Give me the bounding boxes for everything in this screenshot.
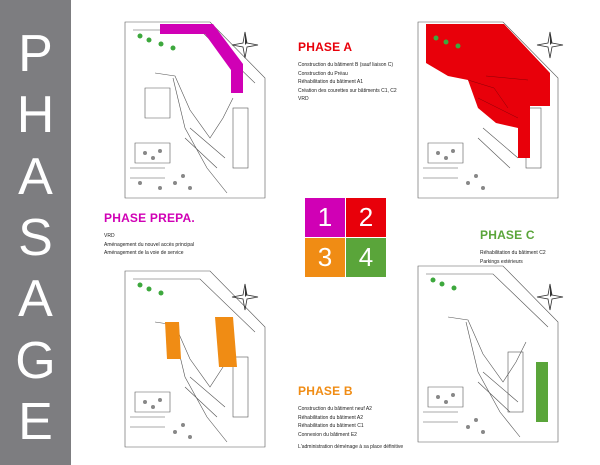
list-item: Connexion du bâtiment E2 xyxy=(298,431,357,438)
list-item: Aménagement du nouvel accès principal xyxy=(104,241,195,248)
phase-prepa-title: PHASE PREPA. xyxy=(104,211,195,225)
compass-icon xyxy=(535,282,565,312)
side-title-letter: P xyxy=(18,25,53,83)
list-item: Réhabilitation du bâtiment C2 xyxy=(480,250,546,256)
list-item: Réhabilitation du bâtiment A1 xyxy=(298,79,364,85)
list-item: Construction du Préau xyxy=(298,70,348,77)
compass-icon xyxy=(230,30,260,60)
list-item: Aménagement de la voie de service xyxy=(104,250,184,256)
list-item: Construction du bâtiment B (sauf liaison C) xyxy=(298,62,394,68)
side-title-letter: A xyxy=(18,147,53,206)
phase-legend-grid xyxy=(305,198,386,277)
phase-c-list xyxy=(480,249,590,266)
phase-c-block xyxy=(480,228,590,266)
list-item: Réhabilitation du bâtiment C1 xyxy=(298,423,364,429)
side-title-letter: E xyxy=(18,392,53,451)
side-title-letter: S xyxy=(18,208,53,267)
legend-cell-3: 3 xyxy=(305,238,345,277)
phase-prepa-block xyxy=(104,211,224,258)
list-item: Création des courettes sur bâtiments C1, C2 xyxy=(298,87,397,94)
list-item: VRD xyxy=(298,96,309,102)
phase-b-note: L'administration déménage à sa place définitive xyxy=(298,444,404,450)
phase-a-title: PHASE A xyxy=(298,40,353,54)
phase-b-list xyxy=(298,405,428,439)
legend-cell-1: 1 xyxy=(305,198,345,237)
list-item: Construction du bâtiment neuf A2 xyxy=(298,406,372,412)
list-item: Parkings extérieurs xyxy=(480,258,523,265)
side-title xyxy=(0,25,71,451)
compass-icon xyxy=(535,30,565,60)
side-title-letter: A xyxy=(18,270,53,329)
phase-b-title: PHASE B xyxy=(298,384,353,398)
list-item: VRD xyxy=(104,233,115,239)
phase-b-block xyxy=(298,384,428,450)
compass-icon xyxy=(230,282,260,312)
phase-prepa-list xyxy=(104,232,224,258)
phase-a-block xyxy=(298,40,408,104)
side-title-letter: H xyxy=(16,86,55,145)
phase-c-title: PHASE C xyxy=(480,228,535,242)
side-title-letter: G xyxy=(15,331,56,390)
legend-cell-4: 4 xyxy=(346,238,386,277)
list-item: Réhabilitation du bâtiment A2 xyxy=(298,414,364,421)
phase-a-list xyxy=(298,61,408,104)
legend-cell-2: 2 xyxy=(346,198,386,237)
